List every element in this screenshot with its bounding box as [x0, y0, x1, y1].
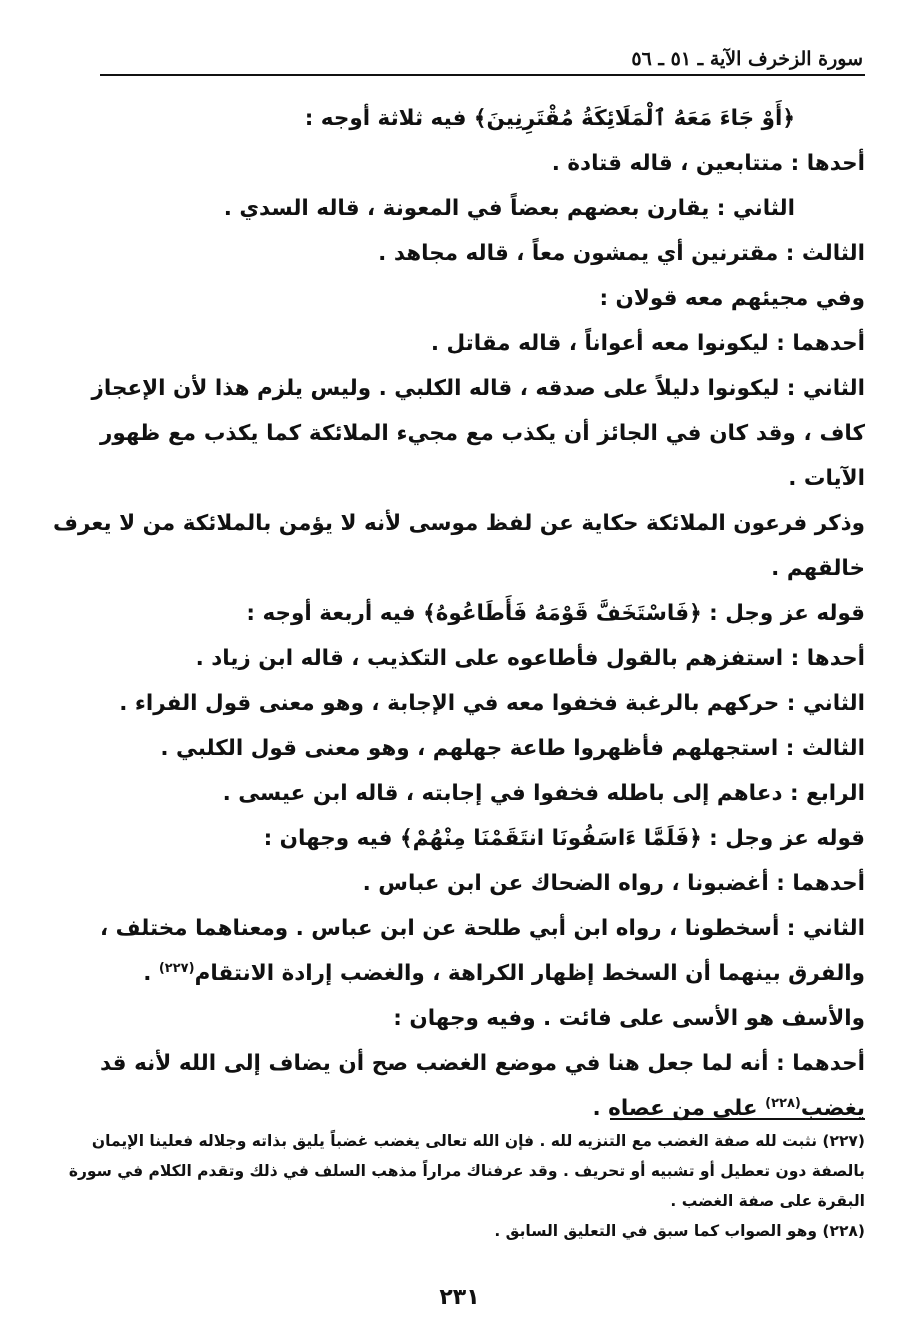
text-segment: والفرق بينهما أن السخط إظهار الكراهة ، والغضب إرادة الانتقام: [194, 961, 865, 986]
text-line-with-footnote: [100, 951, 865, 996]
text-segment: يغضب: [800, 1096, 865, 1121]
text-line: أحدهما : أغضبونا ، رواه الضحاك عن ابن عباس .: [362, 871, 865, 896]
text-line: وذكر فرعون الملائكة حكاية عن لفظ موسى لأنه لا يؤمن بالملائكة من لا يعرف: [53, 511, 865, 536]
text-line: خالقهم .: [771, 556, 865, 581]
text-line-with-footnote: [100, 1086, 865, 1131]
text-line: وفي مجيئهم معه قولان :: [599, 286, 865, 311]
text-line: أحدها : متتابعين ، قاله قتادة .: [551, 151, 865, 176]
header-title: سورة الزخرف الآية ـ ٥١ ـ ٥٦: [631, 48, 863, 70]
text-segment: .: [143, 961, 159, 986]
text-line: الثالث : استجهلهم فأظهروا طاعة جهلهم ، وهو معنى قول الكلبي .: [160, 736, 865, 761]
footnote-line: (٢٢٧) نثبت لله صفة الغضب مع التنزيه لله . فإن الله تعالى يغضب غضباً يليق بذاته وجلاله فعلينا الإيمان: [91, 1132, 865, 1150]
text-line: قوله عز وجل : ﴿فَاسْتَخَفَّ قَوْمَهُ فَأَطَاعُوهُ﴾ فيه أربعة أوجه :: [246, 601, 865, 626]
text-line: قوله عز وجل : ﴿فَلَمَّا ءَاسَفُونَا انتَقَمْنَا مِنْهُمْ﴾ فيه وجهان :: [263, 826, 865, 851]
text-line: الثاني : حركهم بالرغبة فخفوا معه في الإجابة ، وهو معنى قول الفراء .: [119, 691, 865, 716]
footnote-ref-227[interactable]: (٢٢٧): [158, 960, 195, 976]
text-line: ﴿أَوْ جَاءَ مَعَهُ ٱلْمَلَائِكَةُ مُقْتَرِنِينَ﴾ فيه ثلاثة أوجه :: [304, 106, 795, 131]
footnote-line: (٢٢٨) وهو الصواب كما سبق في التعليق السابق .: [494, 1222, 865, 1240]
text-line: أحدها : استفزهم بالقول فأطاعوه على التكذيب ، قاله ابن زياد .: [195, 646, 865, 671]
text-line: أحدهما : أنه لما جعل هنا في موضع الغضب صح أن يضاف إلى الله لأنه قد: [100, 1051, 865, 1076]
text-line: أحدهما : ليكونوا معه أعواناً ، قاله مقاتل .: [430, 331, 865, 356]
text-line: الآيات .: [788, 466, 865, 491]
footnote-line: البقرة على صفة الغضب .: [670, 1192, 865, 1210]
text-line: والأسف هو الأسى على فائت . وفيه وجهان :: [393, 1006, 865, 1031]
text-line: الرابع : دعاهم إلى باطله فخفوا في إجابته ، قاله ابن عيسى .: [222, 781, 865, 806]
text-line: الثاني : ليكونوا دليلاً على صدقه ، قاله الكلبي . وليس يلزم هذا لأن الإعجاز: [91, 376, 865, 401]
footnote-line: بالصفة دون تعطيل أو تشبيه أو تحريف . وقد عرفناك مراراً مذهب السلف في ذلك وتقدم الكلام في سورة: [68, 1162, 865, 1180]
running-header: [100, 44, 865, 76]
text-line: كاف ، وقد كان في الجائز أن يكذب مع مجيء الملائكة كما يكذب مع ظهور: [100, 421, 865, 446]
page-number: ٢٣١: [439, 1285, 480, 1310]
text-line: الثاني : أسخطونا ، رواه ابن أبي طلحة عن ابن عباس . ومعناهما مختلف ،: [100, 916, 865, 941]
footnotes: [68, 1126, 865, 1246]
main-text: [53, 96, 865, 1131]
footnote-divider: [610, 1118, 865, 1120]
text-line: الثالث : مقترنين أي يمشون معاً ، قاله مجاهد .: [378, 241, 865, 266]
text-line: الثاني : يقارن بعضهم بعضاً في المعونة ، قاله السدي .: [223, 196, 795, 221]
text-segment: على من عصاه .: [592, 1096, 758, 1121]
footnote-ref-228[interactable]: (٢٢٨): [765, 1095, 801, 1111]
